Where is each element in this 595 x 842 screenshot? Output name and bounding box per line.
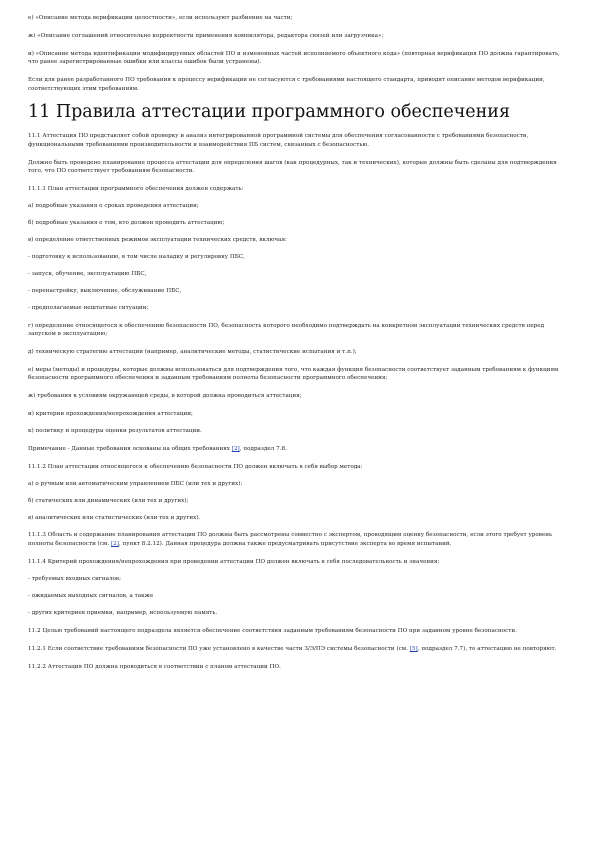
- list-item-v: в) определение ответственных режимов эксплуатации технических средств, включая:: [28, 237, 287, 244]
- list-item-k: к) политику и процедуры оценки результатов аттестации.: [28, 428, 202, 435]
- paragraph-11-2-2: 11.2.2 Аттестация ПО должна проводиться в соответствии с планом аттестации ПО.: [28, 663, 281, 670]
- list-item-e: е) «Описание метода верификации целостности», если используют разбиение на части;: [28, 15, 293, 21]
- reference-link[interactable]: [2]: [110, 540, 119, 547]
- reference-link[interactable]: [5]: [409, 646, 418, 653]
- list-item-e2: е) меры (методы) и процедуры, которые должны использоваться для подтверждения того, что каждая функция безопасности соответствует заданным требованиям к функциям безопасности программного обеспечения и заданным требованиям полноты безопасности программного обеспечения;: [28, 366, 559, 382]
- paragraph-11-2-1-end: , подраздел 7.7), то аттестацию не повторяют.: [417, 646, 557, 653]
- paragraph-11-2: 11.2 Целью требований настоящего подраздела является обеспечение соответствия заданным требованиям безопасности ПО при заданном уровне безопасности.: [28, 628, 517, 635]
- bullet-inputs: - требуемых входных сигналов;: [28, 576, 121, 583]
- reference-link[interactable]: [2]: [231, 445, 240, 452]
- bullet-other-criteria: - других критериев приемки, например, используемую память.: [28, 610, 218, 617]
- document-page: [28, 14, 568, 681]
- paragraph-11-1-3-start: 11.1.3 Область и содержание планирования аттестации ПО должны быть рассмотрены совместно с экспертом, проводящим оценку безопасности, если этого требует уровень полноты безопасности (см.: [28, 532, 553, 547]
- paragraph-11-2-1-start: 11.2.1 Если соответствие требованиям безопасности ПО уже установлено в качестве части З/Э/ПЭ системы безопасности (см.: [28, 646, 410, 653]
- paragraph-11-1-1: 11.1.1 План аттестации программного обеспечения должен содержать:: [28, 186, 244, 193]
- note-paragraph: [28, 445, 568, 454]
- paragraph-11-1-3-end: , пункт 8.2.12). Данная процедура должна также предусматривать присутствие эксперта во время испытаний.: [118, 540, 452, 547]
- paragraph-11-1-2: 11.1.2 План аттестации относящегося к обеспечению безопасности ПО должен включать в себя выбор метода:: [28, 463, 363, 470]
- list-item-v2: в) аналитических или статистических (или тех и других).: [28, 514, 201, 521]
- list-item-b2: б) статических или динамических (или тех и других);: [28, 497, 189, 504]
- list-item-i: и) «Описание метода идентификации модифицируемых областей ПО и измененных частей исполняемого объектного кода» (повторная верификация ПО должна гарантировать, что ранее зарегистрированные ошибки или классы ошибок были устранены).: [28, 50, 560, 66]
- list-item-a: а) подробные указания о сроках проведения аттестации;: [28, 203, 199, 210]
- paragraph-11-1-3: [28, 531, 568, 548]
- paragraph-11-1-4: 11.1.4 Критерий прохождения/непрохождения при проведении аттестации ПО должен включать в себя последовательность и значения:: [28, 558, 440, 565]
- list-item-b: б) подробные указания о том, кто должен проводить аттестацию;: [28, 220, 225, 227]
- list-item-d: д) техническую стратегию аттестации (например, аналитические методы, статистические испытания и т.п.);: [28, 349, 357, 356]
- paragraph-planning: Должно быть проведено планирование процесса аттестации для определения шагов (как процедурных, так и технических), которые должны быть сделаны для подтверждения того, что ПО соответствует требованиям безопасности.: [28, 159, 557, 175]
- paragraph-11-2-1: [28, 645, 568, 654]
- bullet-outputs: - ожидаемых выходных сигналов, а также: [28, 593, 154, 600]
- note-text-end: , подраздел 7.8.: [239, 445, 287, 452]
- list-item-g: г) определение относящегося к обеспечению безопасности ПО, безопасность которого необходимо подтверждать на конкретном эксплуатации технических средств перед запуском в эксплуатацию;: [28, 322, 545, 338]
- intro-paragraph: Если для ранее разработанного ПО требования к процессу верификации не согласуются с требованиями настоящего стандарта, приводят описание методов верификации, соответствующих этим требованиям.: [28, 76, 545, 92]
- list-item-i2: и) критерии прохождения/непрохождения аттестации;: [28, 411, 193, 418]
- bullet-reconfig: - перенастройку, выключение, обслуживание ПБС,: [28, 287, 182, 294]
- bullet-startup: - запуск, обучение, эксплуатацию ПБС,: [28, 270, 147, 277]
- bullet-abnormal: - предполагаемые нештатные ситуации;: [28, 304, 149, 311]
- list-item-a2: а) о ручным или автоматическим управлением ПБС (или тех и других);: [28, 480, 243, 487]
- bullet-preparation: - подготовку к использованию, в том числе наладку и регулировку ПБС,: [28, 254, 245, 260]
- note-text-start: Примечание - Данные требования основаны на общих требованиях: [28, 445, 232, 452]
- list-item-zh2: ж) требования к условиям окружающей среды, в которой должна проводиться аттестация;: [28, 393, 302, 400]
- section-title: 11 Правила аттестации программного обеспечения: [28, 102, 511, 123]
- list-item-zh: ж) «Описание соглашений относительно корректности применения компилятора, редактора связей или загрузчика»;: [28, 32, 384, 39]
- paragraph-11-1: 11.1 Аттестация ПО представляет собой проверку и анализ интегрированной программной системы для обеспечения согласованности с требованиями безопасности, функциональными требованиями производительности и взаимодействия ПБ систем, связанных с безопасностью.: [28, 133, 529, 148]
